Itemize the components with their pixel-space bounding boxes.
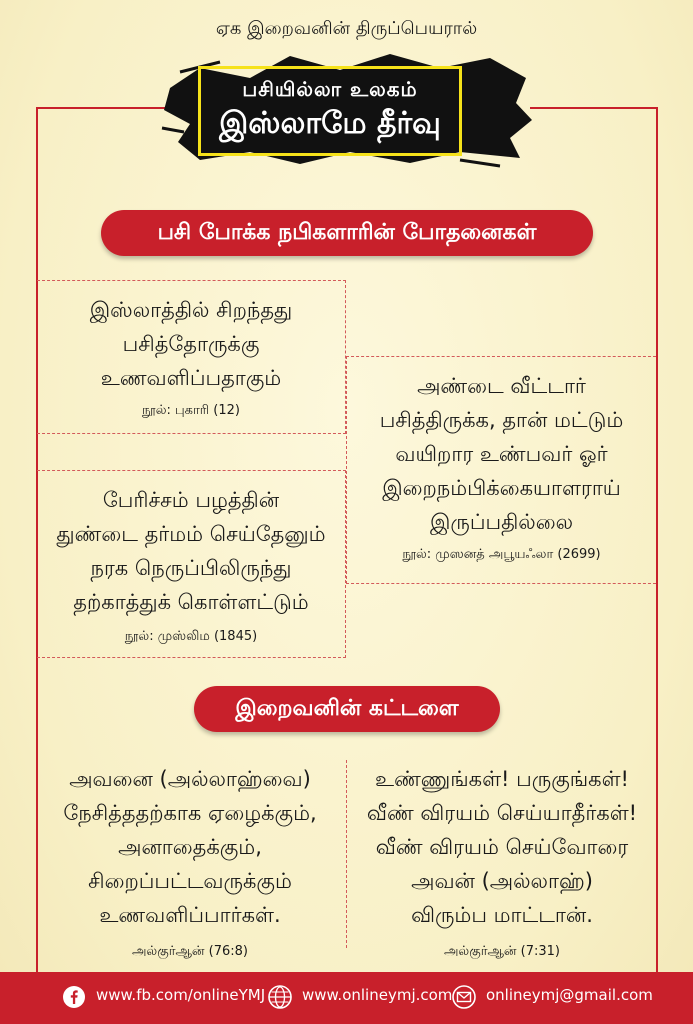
quote-1-text — [37, 293, 345, 395]
section2-heading: இறைவனின் கட்டளை — [194, 686, 500, 732]
globe-icon[interactable] — [268, 985, 292, 1009]
verse-line: உணவளிப்பார்கள். — [99, 903, 281, 927]
title-line1: பசியில்லா உலகம் — [242, 77, 418, 101]
quote-line: பசித்தோருக்கு — [122, 332, 260, 356]
title-line2: இஸ்லாமே தீர்வு — [219, 106, 441, 141]
verse-line: நேசித்ததற்காக ஏழைக்கும், — [63, 801, 317, 825]
quote-2-source: நூல்: முஸ்லிம (1845) — [124, 629, 258, 644]
quote-line: அண்டை வீட்டார் — [417, 374, 586, 398]
frame-right-border — [656, 107, 658, 974]
verse-line: அவனை (அல்லாஹ்வை) — [69, 767, 311, 791]
quote-line: நரக நெருப்பிலிருந்து — [90, 556, 292, 580]
quote-3-source: நூல்: முஸனத் அபூயஃலா (2699) — [402, 547, 601, 562]
verse-1-text — [40, 762, 340, 932]
frame-top-right-border — [530, 107, 658, 109]
quote-2-text — [37, 483, 345, 619]
column-divider — [346, 760, 347, 948]
quote-1-source: நூல்: புகாரி (12) — [142, 403, 240, 418]
quote-line: இருப்பதில்லை — [429, 510, 574, 534]
website-link[interactable]: www.onlineymj.com — [302, 986, 453, 1004]
verse-box-2 — [352, 762, 652, 960]
quote-line: துண்டை தர்மம் செய்தேனும் — [56, 522, 326, 546]
quote-line: வயிறார உண்பவர் ஓர் — [395, 442, 608, 466]
quote-line: உணவளிப்பதாகும் — [100, 366, 282, 390]
frame-top-left-border — [36, 107, 166, 109]
verse-1-source: அல்குர்ஆன் (76:8) — [131, 944, 249, 959]
verse-2-text — [352, 762, 652, 932]
verse-2-source: அல்குர்ஆன் (7:31) — [443, 944, 561, 959]
verse-box-1 — [40, 762, 340, 960]
verse-line: விரும்ப மாட்டான். — [411, 903, 593, 927]
section1-heading: பசி போக்க நபிகளாரின் போதனைகள் — [101, 210, 593, 256]
email-link[interactable]: onlineymj@gmail.com — [486, 986, 653, 1004]
quote-line: இஸ்லாத்தில் சிறந்தது — [89, 298, 293, 322]
verse-line: சிறைப்பட்டவருக்கும் — [88, 869, 292, 893]
verse-line: உண்ணுங்கள்! பருகுங்கள்! — [375, 767, 629, 791]
quote-box-3 — [346, 356, 656, 584]
quote-line: பேரிச்சம் பழத்தின் — [102, 488, 280, 512]
quote-box-1 — [37, 280, 346, 434]
verse-line: அனாதைக்கும், — [118, 835, 262, 859]
facebook-icon[interactable] — [62, 985, 86, 1009]
title-badge — [198, 66, 462, 156]
quote-3-text — [347, 369, 656, 539]
verse-line: வீண் விரயம் செய்வோரை — [375, 835, 629, 859]
quote-line: பசித்திருக்க, தான் மட்டும் — [379, 408, 624, 432]
facebook-link[interactable]: www.fb.com/onlineYMJ — [96, 986, 266, 1004]
quote-box-2 — [37, 470, 346, 658]
verse-line: வீண் விரயம் செய்யாதீர்கள்! — [366, 801, 638, 825]
verse-line: அவன் (அல்லாஹ்) — [411, 869, 593, 893]
quote-line: இறைநம்பிக்கையாளராய் — [382, 476, 621, 500]
blessing-text: ஏக இறைவனின் திருப்பெயரால் — [215, 18, 478, 39]
quote-line: தற்காத்துக் கொள்ளட்டும் — [73, 590, 309, 614]
mail-icon[interactable] — [452, 985, 476, 1009]
